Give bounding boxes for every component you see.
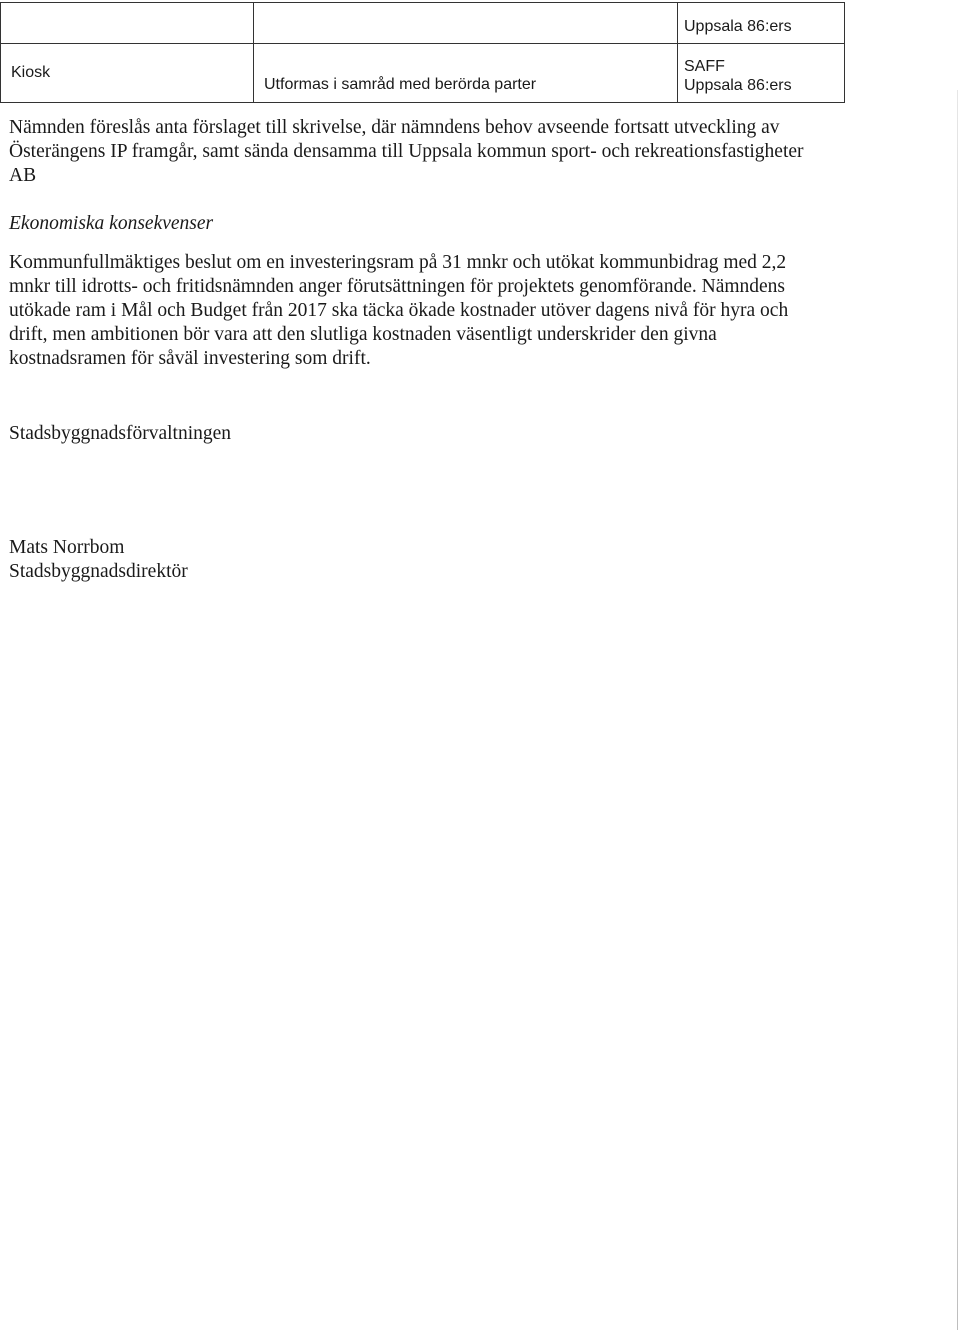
party-uppsala: Uppsala 86:ers	[684, 77, 792, 94]
header-cell-description: Utformas i samråd med berörda parter	[254, 44, 678, 103]
economic-paragraph: Kommunfullmäktiges beslut om en investeringsram på 31 mnkr och utökat kommunbidrag med 2,2 mnkr till idrotts- och fritidsnämnden anger förutsättningen för projektets genomförande. Nämndens utökade ram i Mål och Budget från 2017 ska täcka ökade kostnader utöver dagens nivå för hyra och drift, men ambitionen bör vara att den slutliga kostnaden väsentligt underskrider den givna kostnadsramen för såväl investering som drift.	[9, 252, 789, 369]
signer-title: Stadsbyggnadsdirektör	[9, 561, 188, 582]
header-cell-empty-2	[254, 3, 678, 44]
header-cell-parties	[678, 44, 845, 103]
header-row-2	[1, 44, 845, 103]
party-saff: SAFF	[684, 58, 725, 75]
header-cell-kiosk: Kiosk	[1, 44, 254, 103]
header-table	[0, 2, 845, 103]
header-cell-top-right: Uppsala 86:ers	[678, 3, 845, 44]
signer-name: Mats Norrbom	[9, 537, 125, 558]
organization-name: Stadsbyggnadsförvaltningen	[9, 423, 232, 444]
section-heading-economic: Ekonomiska konsekvenser	[9, 213, 214, 234]
header-cell-empty-1	[1, 3, 254, 44]
header-row-1	[1, 3, 845, 44]
scan-edge-line	[957, 90, 958, 1330]
proposal-paragraph: Nämnden föreslås anta förslaget till skrivelse, där nämndens behov avseende fortsatt utveckling av Österängens IP framgår, samt sända densamma till Uppsala kommun sport- och rekreationsfastigheter AB	[9, 117, 804, 186]
signature-block	[9, 536, 829, 584]
